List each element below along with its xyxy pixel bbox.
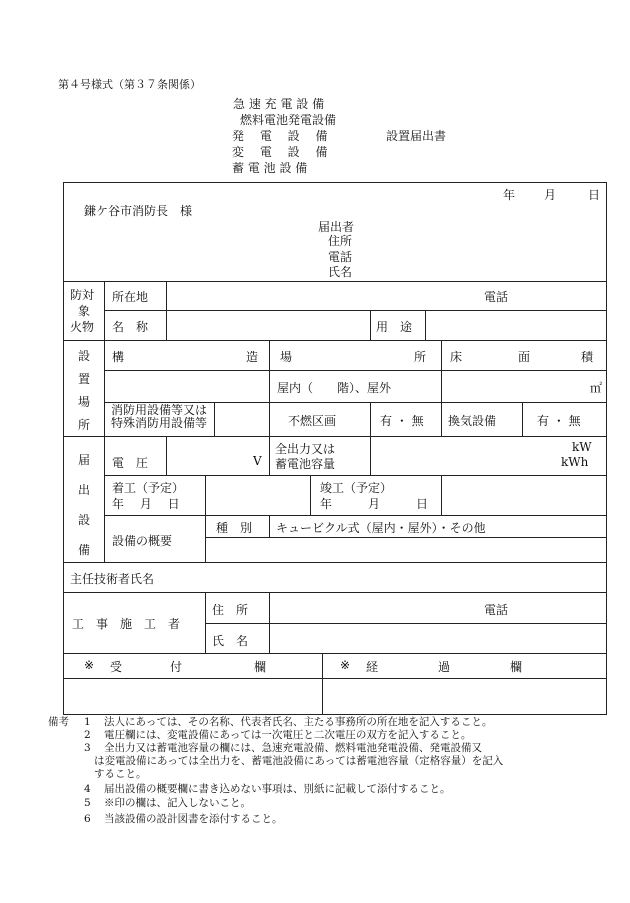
use-label: 用 途: [376, 320, 413, 334]
structure-label: 構: [112, 350, 125, 364]
title-item: 変 電 設 備: [232, 145, 328, 159]
finish-date-label: 竣工（予定）: [320, 481, 393, 495]
reception-mark: ※: [84, 658, 95, 672]
volt-unit: V: [253, 454, 262, 468]
voltage-label: 電 圧: [112, 456, 149, 470]
indoor-outdoor: 屋内（ 階）、屋外: [277, 381, 392, 395]
note-text: すること。: [94, 768, 147, 780]
location-label: 所在地: [112, 290, 149, 304]
note-text: 電圧欄には、変電設備にあっては一次電圧と二次電圧の双方を記入すること。: [104, 729, 472, 741]
applicant-name-label: 氏名: [328, 265, 353, 279]
ventilation-presence: 有 ・ 無: [537, 414, 581, 428]
kw-unit: kW: [572, 440, 592, 454]
notes-label: 備考: [48, 716, 69, 728]
progress-mark: ※: [340, 658, 351, 672]
start-date-fields: 年 月 日: [112, 497, 180, 511]
note-number: 1: [84, 716, 91, 728]
applicant-label: 届出者: [318, 220, 355, 234]
note-text: は変電設備にあっては全出力を、蓄電池設備にあっては蓄電池容量（定格容量）を記入: [94, 755, 504, 767]
addressee: 鎌ケ谷市消防長 様: [84, 204, 193, 218]
title-item: 急 速 充 電 設 備: [233, 97, 325, 111]
floor-area-label-end: 積: [581, 350, 594, 364]
note-number: 5: [84, 797, 91, 809]
note-text: ※印の欄は、記入しないこと。: [104, 797, 251, 809]
progress-label: 経 過 欄: [366, 660, 523, 674]
finish-date-fields: 年 月 日: [320, 497, 429, 511]
place-label: 場: [280, 350, 293, 364]
output-label: 全出力又は: [275, 442, 336, 456]
date-year-label: 年: [503, 188, 516, 202]
contractor-address-label: 住 所: [212, 603, 249, 617]
date-day-label: 日: [588, 188, 601, 202]
kind-value: キュービクル式（屋内・屋外）・その他: [276, 521, 486, 535]
note-text: 法人にあっては、その名称、代表者氏名、主たる事務所の所在地を記入すること。: [104, 716, 493, 728]
kind-label: 種 別: [216, 521, 253, 535]
output-label-2: 蓄電池容量: [275, 457, 336, 471]
contractor-name-label: 氏 名: [212, 634, 249, 648]
contractor-label: 工 事 施 工 者: [72, 617, 181, 631]
note-number: 3: [84, 742, 91, 754]
title-item: 発 電 設 備: [232, 129, 328, 143]
floor-area-label-mid: 面: [518, 350, 531, 364]
square-meter-unit: ㎡: [590, 381, 603, 395]
kwh-unit: kWh: [561, 455, 589, 469]
start-date-label: 着工（予定）: [112, 481, 185, 495]
property-name-label: 名 称: [112, 320, 149, 334]
applicant-address-label: 住所: [328, 234, 353, 248]
ventilation-label: 換気設備: [448, 414, 497, 428]
floor-area-label: 床: [450, 350, 463, 364]
note-text: 届出設備の概要欄に書き込めない事項は、別紙に記載して添付すること。: [104, 783, 451, 795]
chief-engineer-label: 主任技術者氏名: [70, 572, 155, 586]
overview-label: 設備の概要: [112, 534, 173, 548]
date-month-label: 月: [544, 188, 557, 202]
title-item: 燃料電池発電設備: [240, 113, 337, 127]
reception-label: 受 付 欄: [110, 660, 267, 674]
title-item: 蓄 電 池 設 備: [232, 161, 308, 175]
note-number: 2: [84, 729, 91, 741]
location-phone-label: 電話: [484, 290, 509, 304]
fire-equipment-label: 消防用設備等又は: [111, 403, 208, 417]
place-label-end: 所: [414, 350, 427, 364]
structure-label-end: 造: [246, 350, 259, 364]
fireproof-presence: 有 ・ 無: [380, 414, 424, 428]
note-text: 全出力又は蓄電池容量の欄には、急速充電設備、燃料電池発電設備、発電設備又: [104, 742, 482, 754]
fire-equipment-label-2: 特殊消防用設備等: [111, 416, 208, 430]
note-number: 6: [84, 813, 91, 825]
fireproof-compartment-label: 不燃区画: [288, 414, 337, 428]
note-text: 当該設備の設計図書を添付すること。: [104, 813, 283, 825]
title-suffix: 設置届出書: [386, 129, 447, 143]
contractor-phone-label: 電話: [484, 603, 509, 617]
form-number: 第４号様式（第３７条関係）: [58, 78, 201, 91]
note-number: 4: [84, 783, 91, 795]
applicant-phone-label: 電話: [328, 250, 353, 264]
